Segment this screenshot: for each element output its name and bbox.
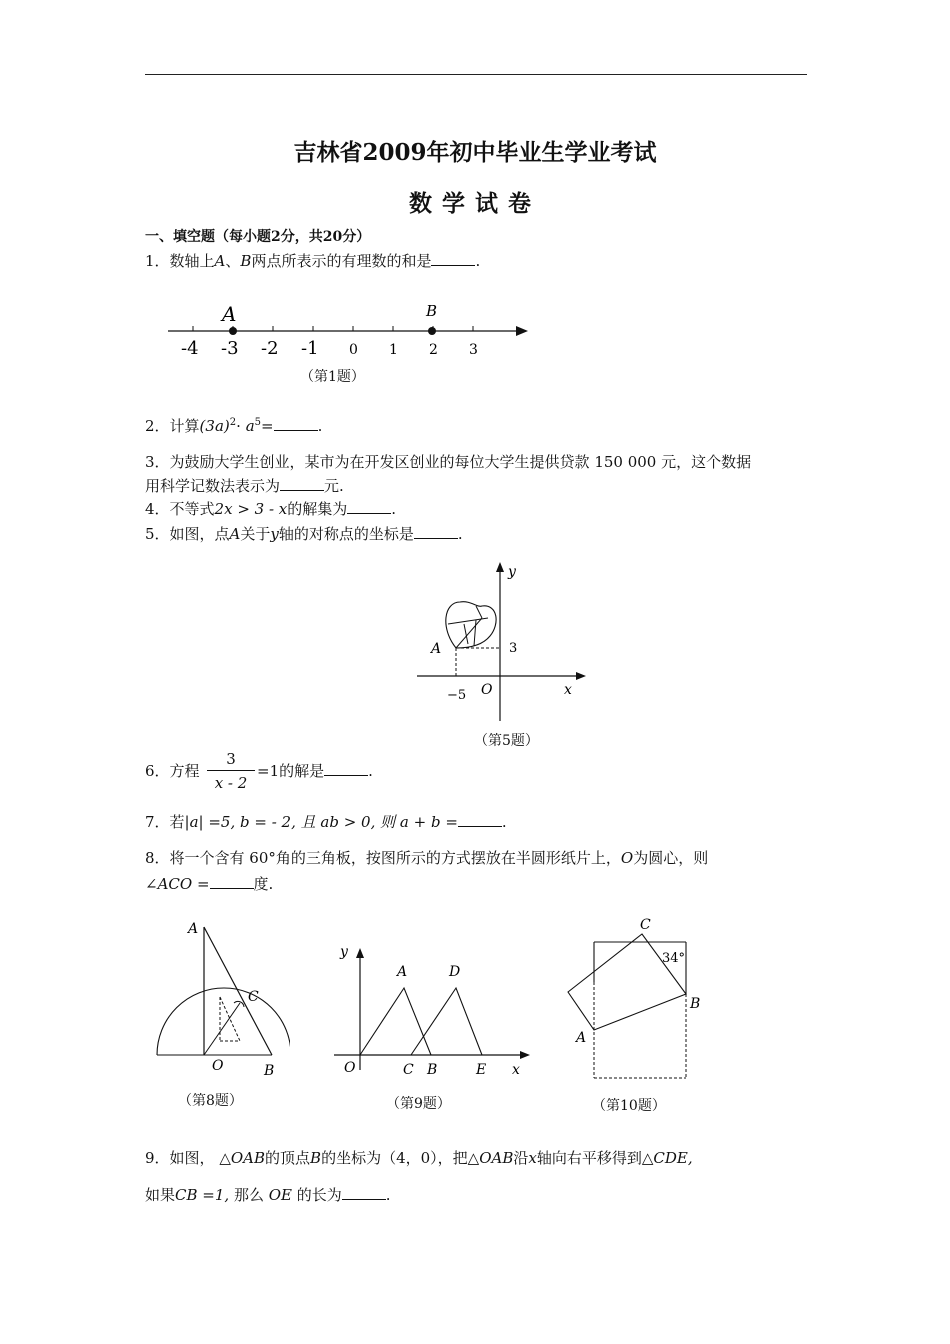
answer-blank[interactable]: [458, 812, 502, 827]
figure-9-caption: （第9题）: [386, 1096, 451, 1112]
point-b-label: B: [426, 302, 438, 320]
answer-blank[interactable]: [347, 499, 391, 514]
number-line-label: -4: [181, 338, 199, 359]
svg-text:C: C: [640, 917, 651, 933]
svg-text:x: x: [512, 1062, 520, 1078]
figure-9-triangles: [330, 940, 540, 1080]
point-a-dot: [229, 327, 237, 335]
point-a-label: A: [222, 302, 237, 326]
answer-blank[interactable]: [274, 416, 318, 431]
svg-text:−5: −5: [447, 688, 467, 703]
question-3-line-1: 3．为鼓励大学生创业，某市为在开发区创业的每位大学生提供贷款 150 000 元，这个数据: [145, 453, 752, 471]
answer-blank[interactable]: [280, 476, 324, 491]
figure-1-number-line: [160, 296, 540, 366]
svg-text:O: O: [481, 682, 493, 698]
svg-text:B: B: [264, 1063, 275, 1079]
svg-text:B: B: [690, 996, 701, 1012]
number-line-label: 2: [429, 342, 438, 358]
question-9-line-1: 9．如图， △OAB的顶点B的坐标为（4，0），把△OAB沿x轴向右平移得到△CDE,: [145, 1149, 693, 1167]
svg-text:y: y: [340, 944, 348, 960]
question-5: 5．如图，点A关于y轴的对称点的坐标是 .: [145, 525, 463, 543]
answer-blank[interactable]: [210, 874, 254, 889]
svg-text:O: O: [212, 1058, 224, 1074]
exam-title: 吉林省2009年初中毕业生学业考试: [293, 139, 657, 166]
exam-subtitle: 数学试卷: [409, 190, 541, 217]
answer-blank[interactable]: [414, 524, 458, 539]
question-1: 1．数轴上A、B两点所表示的有理数的和是 .: [145, 252, 481, 270]
figure-10-folded-rectangle: [560, 912, 710, 1087]
svg-text:A: A: [576, 1030, 587, 1046]
question-3-line-2: 用科学记数法表示为 元.: [145, 477, 344, 495]
point-b-dot: [428, 327, 436, 335]
question-8-line-2: ∠ACO = 度.: [145, 875, 274, 893]
svg-text:A: A: [397, 964, 408, 980]
svg-text:A: A: [188, 921, 199, 937]
answer-blank[interactable]: [342, 1185, 386, 1200]
svg-text:D: D: [449, 964, 461, 980]
question-9-line-2: 如果CB =1, 那么 OE 的长为 .: [145, 1186, 391, 1204]
question-4: 4．不等式2x > 3 - x的解集为 .: [145, 500, 397, 518]
svg-text:C: C: [248, 989, 259, 1005]
svg-text:x: x: [564, 682, 572, 698]
number-line-label: -2: [261, 338, 279, 359]
figure-5-caption: （第5题）: [474, 733, 539, 749]
svg-text:O: O: [344, 1060, 356, 1076]
question-7: 7．若|a| =5, b = - 2, 且 ab > 0, 则 a + b = .: [145, 813, 507, 831]
svg-text:3: 3: [509, 641, 518, 656]
number-line-label: 1: [389, 342, 398, 358]
header-rule: [145, 74, 807, 75]
svg-text:C: C: [403, 1062, 414, 1078]
question-8-line-1: 8．将一个含有 60°角的三角板，按图所示的方式摆放在半圆形纸片上，O为圆心，则: [145, 849, 709, 867]
figure-1-caption: （第1题）: [300, 369, 365, 385]
svg-text:E: E: [476, 1062, 487, 1078]
question-2: 2．计算$(3a)^2\cdot a^5=$ .: [145, 417, 323, 435]
number-line-label: -1: [301, 338, 319, 359]
figure-8-caption: （第8题）: [178, 1093, 243, 1109]
number-line-label: -3: [221, 338, 239, 359]
number-line-label: 0: [349, 342, 358, 358]
svg-text:A: A: [431, 641, 442, 657]
svg-text:34°: 34°: [662, 951, 686, 966]
section-heading: 一、填空题（每小题2分，共20分）: [145, 229, 371, 245]
answer-blank[interactable]: [324, 761, 368, 776]
svg-text:B: B: [427, 1062, 438, 1078]
number-line-label: 3: [469, 342, 478, 358]
leaf-shape: [446, 602, 496, 648]
answer-blank[interactable]: [431, 251, 475, 266]
figure-5-coordinate-plane: [412, 556, 592, 726]
figure-8-semicircle: [150, 915, 290, 1085]
svg-text:y: y: [508, 564, 516, 580]
figure-10-caption: （第10题）: [592, 1098, 666, 1114]
